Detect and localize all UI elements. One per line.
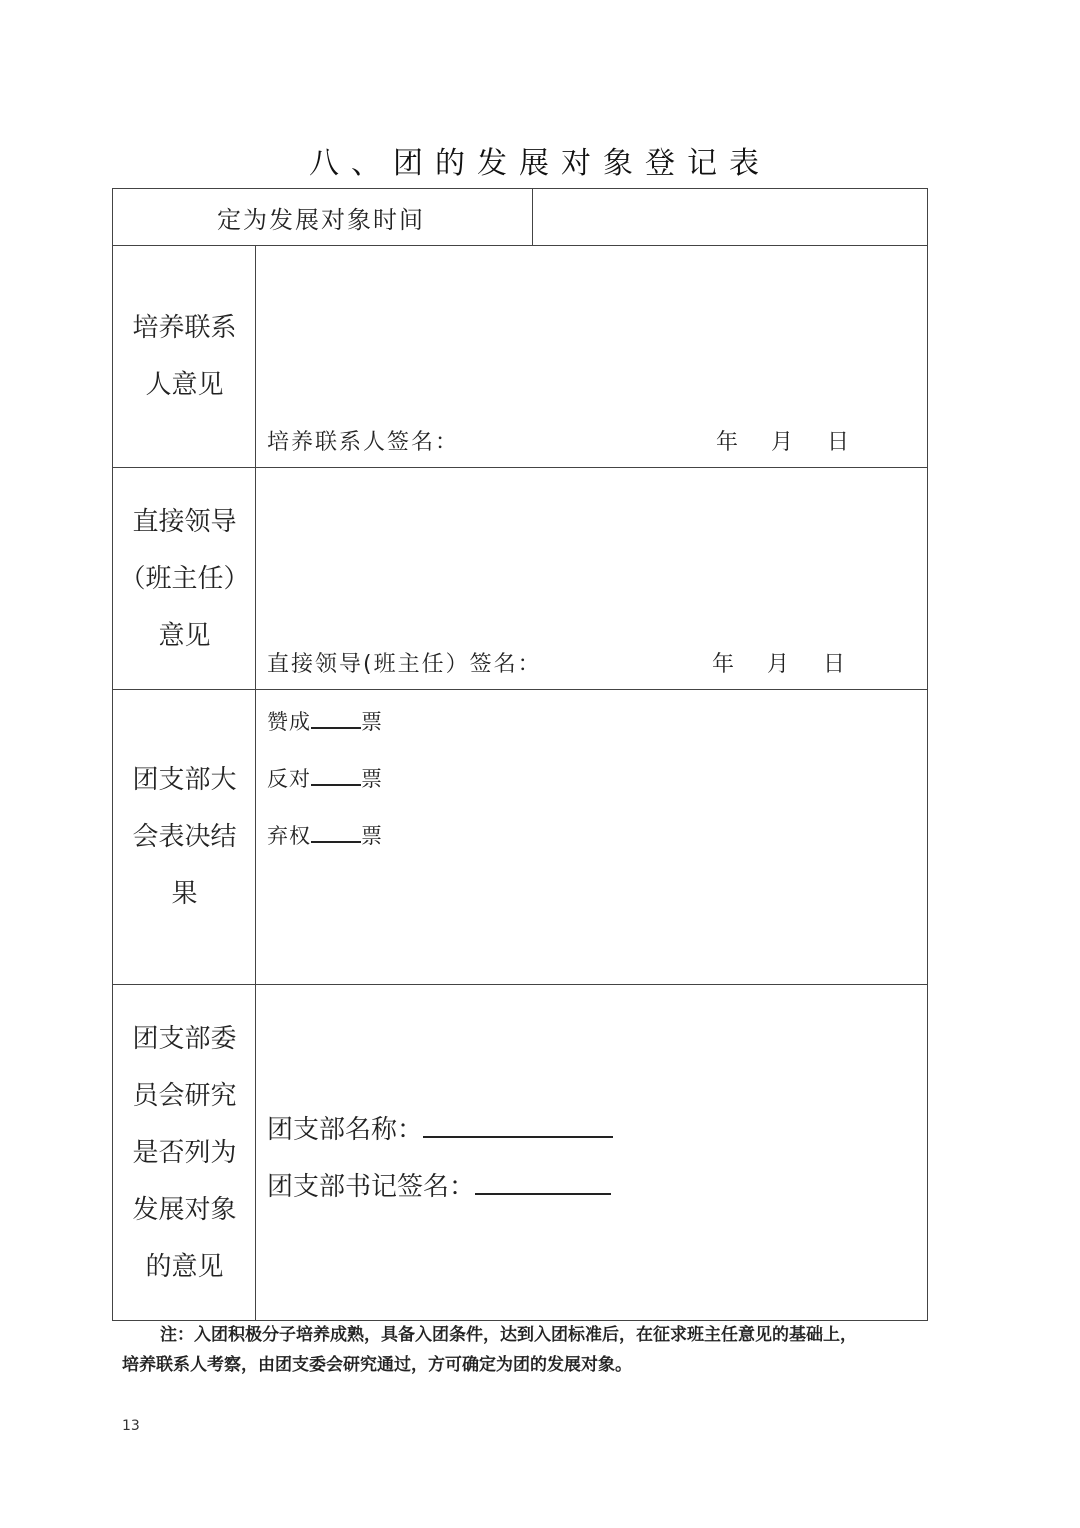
secretary-signature-blank[interactable] <box>475 1165 611 1195</box>
development-target-date-field[interactable] <box>540 192 920 240</box>
date-day: 日 <box>823 652 848 677</box>
branch-name-row <box>267 1108 613 1146</box>
development-target-date-label: 定为发展对象时间 <box>217 206 425 234</box>
vote-approve: 赞成 票 <box>267 710 383 734</box>
supervisor-opinion-label: 直接领导 （班主任） 意见 <box>119 507 250 651</box>
secretary-signature-row <box>267 1165 611 1203</box>
date-month: 月 <box>767 652 792 677</box>
date-year: 年 <box>712 652 737 677</box>
committee-opinion-label: 团支部委 员会研究 是否列为 发展对象 的意见 <box>132 1024 237 1282</box>
footnote: 注：入团积极分子培养成熟，具备入团条件，达到入团标准后，在征求班主任意见的基础上， 培养联系人考察，由团支委会研究通过，方可确定为团的发展对象。 <box>122 1325 857 1375</box>
vote-abstain: 弃权 票 <box>267 824 383 848</box>
contact-person-opinion-label: 培养联系 人意见 <box>132 313 237 400</box>
page-title: 八、团的发展对象登记表 <box>309 146 771 181</box>
date-day: 日 <box>827 430 852 455</box>
branch-name-label: 团支部名称： <box>267 1115 424 1145</box>
contact-person-opinion-field[interactable] <box>262 252 922 412</box>
date-month: 月 <box>771 430 796 455</box>
vote-approve-blank[interactable] <box>311 727 361 729</box>
branch-meeting-vote-label: 团支部大 会表决结 果 <box>132 765 237 909</box>
supervisor-opinion-field[interactable] <box>262 474 922 634</box>
branch-name-blank[interactable] <box>423 1108 613 1138</box>
secretary-signature-label: 团支部书记签名： <box>267 1172 476 1202</box>
vote-abstain-blank[interactable] <box>311 841 361 843</box>
vote-oppose-blank[interactable] <box>311 784 361 786</box>
contact-person-signature-label: 培养联系人签名： <box>267 430 460 455</box>
supervisor-signature-label: 直接领导(班主任）签名： <box>267 652 542 677</box>
date-year: 年 <box>716 430 741 455</box>
page-number: 13 <box>122 1418 140 1434</box>
vote-oppose: 反对 票 <box>267 767 383 791</box>
